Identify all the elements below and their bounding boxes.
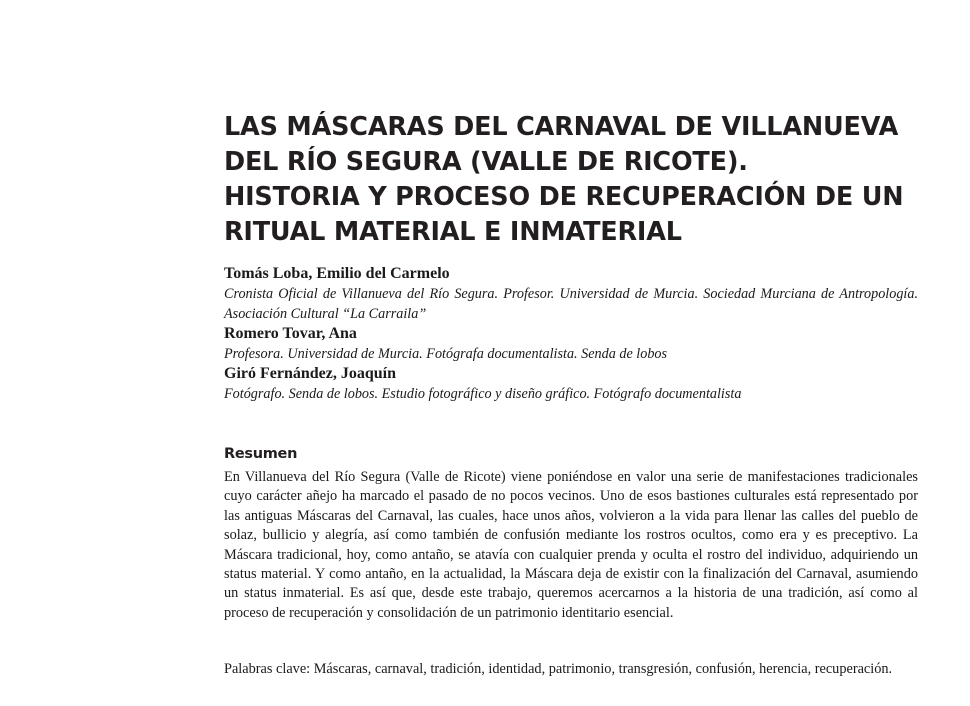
author-entry <box>224 324 918 364</box>
author-name: Giró Fernández, Joaquín <box>224 365 397 382</box>
author-name: Tomás Loba, Emilio del Carmelo <box>224 265 450 282</box>
title-line: DEL RÍO SEGURA (VALLE DE RICOTE). <box>224 147 748 177</box>
title-line: HISTORIA Y PROCESO DE RECUPERACIÓN DE UN <box>224 182 904 212</box>
title-line: RITUAL MATERIAL E INMATERIAL <box>224 217 682 247</box>
author-list <box>224 264 918 404</box>
title-line: LAS MÁSCARAS DEL CARNAVAL DE VILLANUEVA <box>224 112 899 142</box>
author-affiliation: Profesora. Universidad de Murcia. Fotógrafa documentalista. Senda de lobos <box>224 346 668 362</box>
author-entry <box>224 264 918 324</box>
keywords: Palabras clave: Máscaras, carnaval, tradición, identidad, patrimonio, transgresión, confusión, herencia, recuperación. <box>224 661 893 677</box>
author-affiliation: Fotógrafo. Senda de lobos. Estudio fotográfico y diseño gráfico. Fotógrafo documentalista <box>224 386 742 402</box>
author-name: Romero Tovar, Ana <box>224 325 357 342</box>
author-affiliation: Cronista Oficial de Villanueva del Río Segura. Profesor. Universidad de Murcia. Sociedad Murciana de Antropología. Asociación Cultural “La Carraila” <box>224 286 918 322</box>
abstract-heading: Resumen <box>224 446 298 462</box>
paper-title <box>224 110 918 250</box>
author-entry <box>224 364 918 404</box>
abstract-text: En Villanueva del Río Segura (Valle de Ricote) viene poniéndose en valor una serie de manifestaciones tradicionales cuyo carácter añejo ha marcado el pasado de no pocos vecinos. Uno de esos bastiones culturales está representado por las antiguas Máscaras del Carnaval, las cuales, hace unos años, volvieron a la vida para llenar las calles del pueblo de solaz, bullicio y alegría, así como también de confusión mediante los rostros ocultos, como era y es preceptivo. La Máscara tradicional, hoy, como antaño, se atavía con cualquier prenda y oculta el rostro del individuo, adquiriendo un status material. Y como antaño, en la actualidad, la Máscara deja de existir con la finalización del Carnaval, asumiendo un status inmaterial. Es así que, desde este trabajo, queremos acercarnos a la historia de una tradición, así como al proceso de recuperación y consolidación de un patrimonio identitario esencial. <box>224 469 918 621</box>
